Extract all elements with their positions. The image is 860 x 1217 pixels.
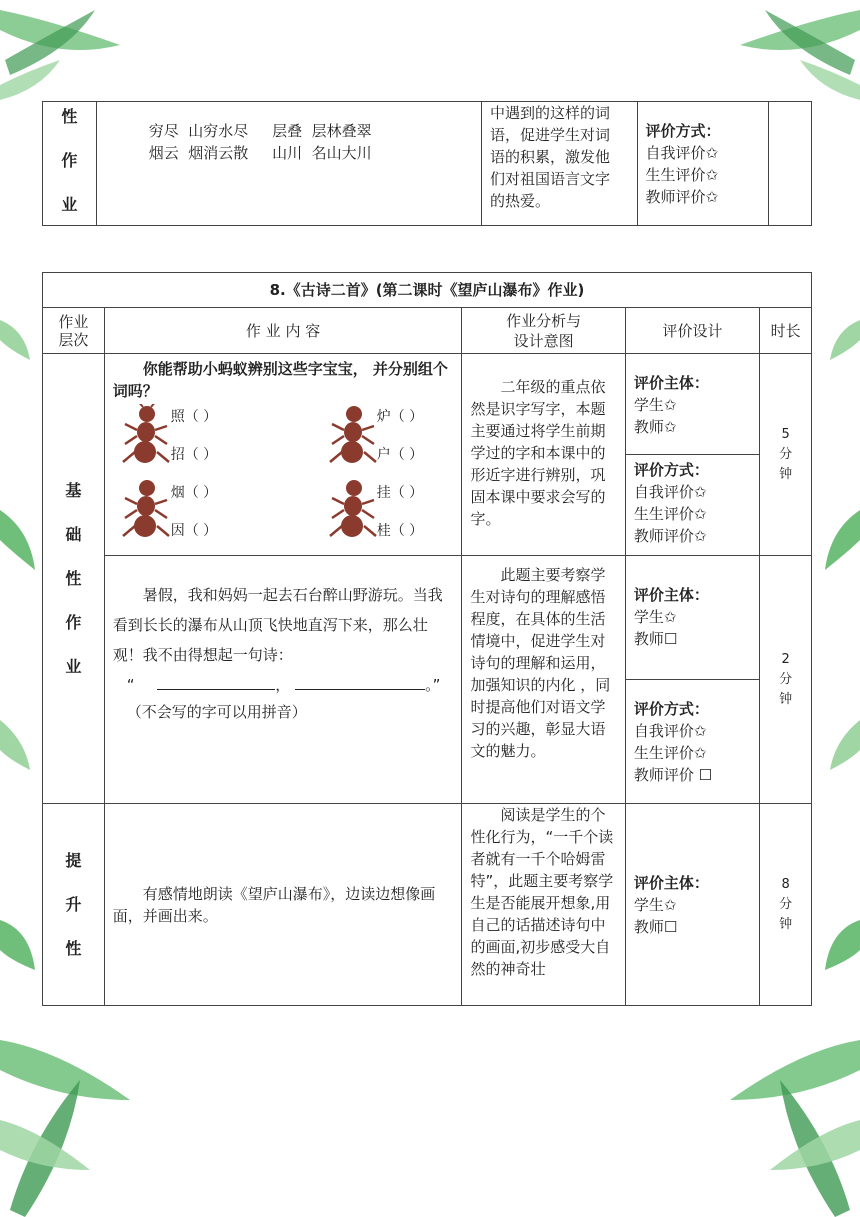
duration-value: 5 [781, 426, 790, 442]
leaf-decoration-bottom-left [0, 1020, 140, 1217]
task1-duration [760, 354, 812, 556]
header-analysis [462, 308, 625, 354]
header-analysis-line: 作业分析与 [506, 311, 582, 330]
char-blank: 烟（ ） [170, 485, 218, 501]
eval-item: 教师评价✩ [633, 527, 707, 545]
task2-hint: （不会写的字可以用拼音） [126, 703, 307, 721]
analysis-line: 中遇到的这样的词 [490, 104, 611, 122]
advanced-analysis: 阅读是学生的个性化行为，“一千个读者就有一千个哈姆雷特”，此题主要考察学生是否能展开想象,用自己的话描述诗句中的画面,初步感受大自然的神奇壮 [462, 804, 625, 1006]
eval-item: 教师☐ [633, 630, 678, 648]
quote-open: “ [126, 676, 135, 694]
eval-item: 生生评价✩ [645, 166, 719, 184]
word-line: 烟云 烟消云散 山川 名山大川 [148, 144, 372, 162]
poem-blank[interactable] [295, 689, 425, 690]
poem-blank-line [113, 670, 454, 700]
ant-word-grid [113, 402, 454, 542]
duration-unit: 钟 [779, 466, 793, 482]
eval-item: 生生评价✩ [633, 744, 707, 762]
content-cell [96, 102, 481, 226]
header-content: 作 业 内 容 [104, 308, 462, 354]
eval-subject-label: 评价主体： [633, 586, 709, 604]
leaf-decoration-top-left [0, 0, 140, 110]
eval-item: 学生✩ [633, 895, 677, 914]
eval-item: 教师评价 ☐ [633, 766, 713, 784]
level-char: 基 [65, 480, 82, 500]
analysis-line: 们对祖国语言文字 [490, 170, 611, 188]
task2-eval-subject [625, 556, 759, 680]
leaf-decoration-bottom-right [720, 1020, 860, 1217]
eval-method-label: 评价方式： [645, 122, 721, 140]
level-char: 作 [61, 151, 78, 170]
level-char: 性 [61, 107, 78, 126]
analysis-line: 语的积累，激发他 [490, 148, 611, 166]
level-char: 业 [61, 195, 78, 214]
leaf-decoration-top-right [720, 0, 860, 110]
level-char: 业 [65, 656, 82, 676]
eval-item: 学生✩ [633, 608, 677, 626]
advanced-level-cell [43, 804, 105, 1006]
level-cell [43, 102, 97, 226]
task1-eval-method [625, 455, 759, 556]
advanced-content: 有感情地朗读《望庐山瀑布》，边读边想像画面，并画出来。 [104, 804, 462, 1006]
header-level [43, 308, 105, 354]
eval-subject-label: 评价主体： [633, 873, 709, 892]
duration-unit: 分 [779, 446, 793, 462]
comma: ， [275, 676, 291, 694]
task2-analysis: 此题主要考察学生对诗句的理解感悟程度，在具体的生活情境中，促进学生对诗句的理解和运用，加强知识的内化 ，同时提高他们对语文学习的兴趣，彰显大语文的魅力。 [462, 556, 625, 804]
char-blank: 因（ ） [170, 523, 218, 539]
level-char: 升 [65, 894, 82, 914]
task2-duration [760, 556, 812, 804]
eval-item: 学生✩ [633, 396, 677, 414]
eval-item: 教师☐ [633, 917, 678, 936]
level-char: 作 [65, 612, 82, 632]
leaf-decoration-right-edge [820, 280, 860, 980]
poem-blank[interactable] [157, 689, 275, 690]
task2-eval-method [625, 680, 759, 804]
task1-prompt: 你能帮助小蚂蚁辨别这些字宝宝， 并分别组个词吗？ [112, 360, 448, 400]
eval-item: 自我评价✩ [633, 483, 707, 501]
leaf-decoration-left-edge [0, 280, 40, 980]
lesson-title: 8.《古诗二首》(第二课时《望庐山瀑布》作业) [43, 273, 812, 308]
task2-scenario: 暑假，我和妈妈一起去石台醉山野游玩。当我看到长长的瀑布从山顶飞快地直泻下来，那么壮观！我不由得想起一句诗： [112, 586, 443, 664]
eval-item: 自我评价✩ [645, 144, 719, 162]
eval-item: 自我评价✩ [633, 722, 707, 740]
advanced-eval-subject [625, 804, 759, 1006]
eval-subject-label: 评价主体： [633, 374, 709, 392]
duration-cell [769, 102, 812, 226]
level-char: 性 [65, 938, 82, 958]
eval-method-label: 评价方式： [633, 700, 709, 718]
char-blank: 照（ ） [170, 409, 218, 425]
homework-table [42, 272, 812, 1006]
ant-icon [328, 404, 378, 466]
level-char: 提 [65, 850, 82, 870]
duration-unit: 分 [779, 896, 793, 912]
header-duration: 时长 [760, 308, 812, 354]
duration-value: 8 [781, 876, 790, 892]
char-blank: 户（ ） [376, 447, 424, 463]
char-blank: 炉（ ） [376, 409, 424, 425]
eval-item: 教师评价✩ [645, 188, 719, 206]
quote-close: 。” [425, 676, 441, 694]
task1-eval-subject [625, 354, 759, 455]
header-level-line: 作业 [58, 312, 89, 331]
word-line: 穷尽 山穷水尽 层叠 层林叠翠 [148, 122, 372, 140]
analysis-line: 的热爱。 [490, 192, 551, 210]
char-blank: 招（ ） [170, 447, 218, 463]
header-design: 评价设计 [625, 308, 759, 354]
duration-unit: 钟 [779, 916, 793, 932]
ant-icon [328, 478, 378, 540]
duration-unit: 钟 [779, 691, 793, 707]
header-level-line: 层次 [58, 330, 89, 349]
char-blank: 挂（ ） [376, 485, 424, 501]
char-blank: 桂（ ） [376, 523, 424, 539]
basic-level-cell [43, 354, 105, 804]
analysis-line: 语，促进学生对词 [490, 126, 611, 144]
analysis-cell [482, 102, 638, 226]
task1-analysis: 二年级的重点依然是识字写字，本题主要通过将学生前期学过的字和本课中的形近字进行辨别，巩固本课中要求会写的字。 [462, 354, 625, 556]
evaluation-cell [637, 102, 769, 226]
continued-table [42, 101, 812, 226]
level-char: 础 [65, 524, 82, 544]
duration-unit: 分 [779, 671, 793, 687]
eval-method-label: 评价方式： [633, 461, 709, 479]
ant-icon [121, 478, 171, 540]
advanced-duration [760, 804, 812, 1006]
ant-icon [121, 404, 171, 466]
task2-content [104, 556, 462, 804]
duration-value: 2 [781, 651, 790, 667]
eval-item: 教师✩ [633, 418, 677, 436]
task1-content [104, 354, 462, 556]
level-char: 性 [65, 568, 82, 588]
header-analysis-line: 设计意图 [513, 331, 574, 350]
eval-item: 生生评价✩ [633, 505, 707, 523]
